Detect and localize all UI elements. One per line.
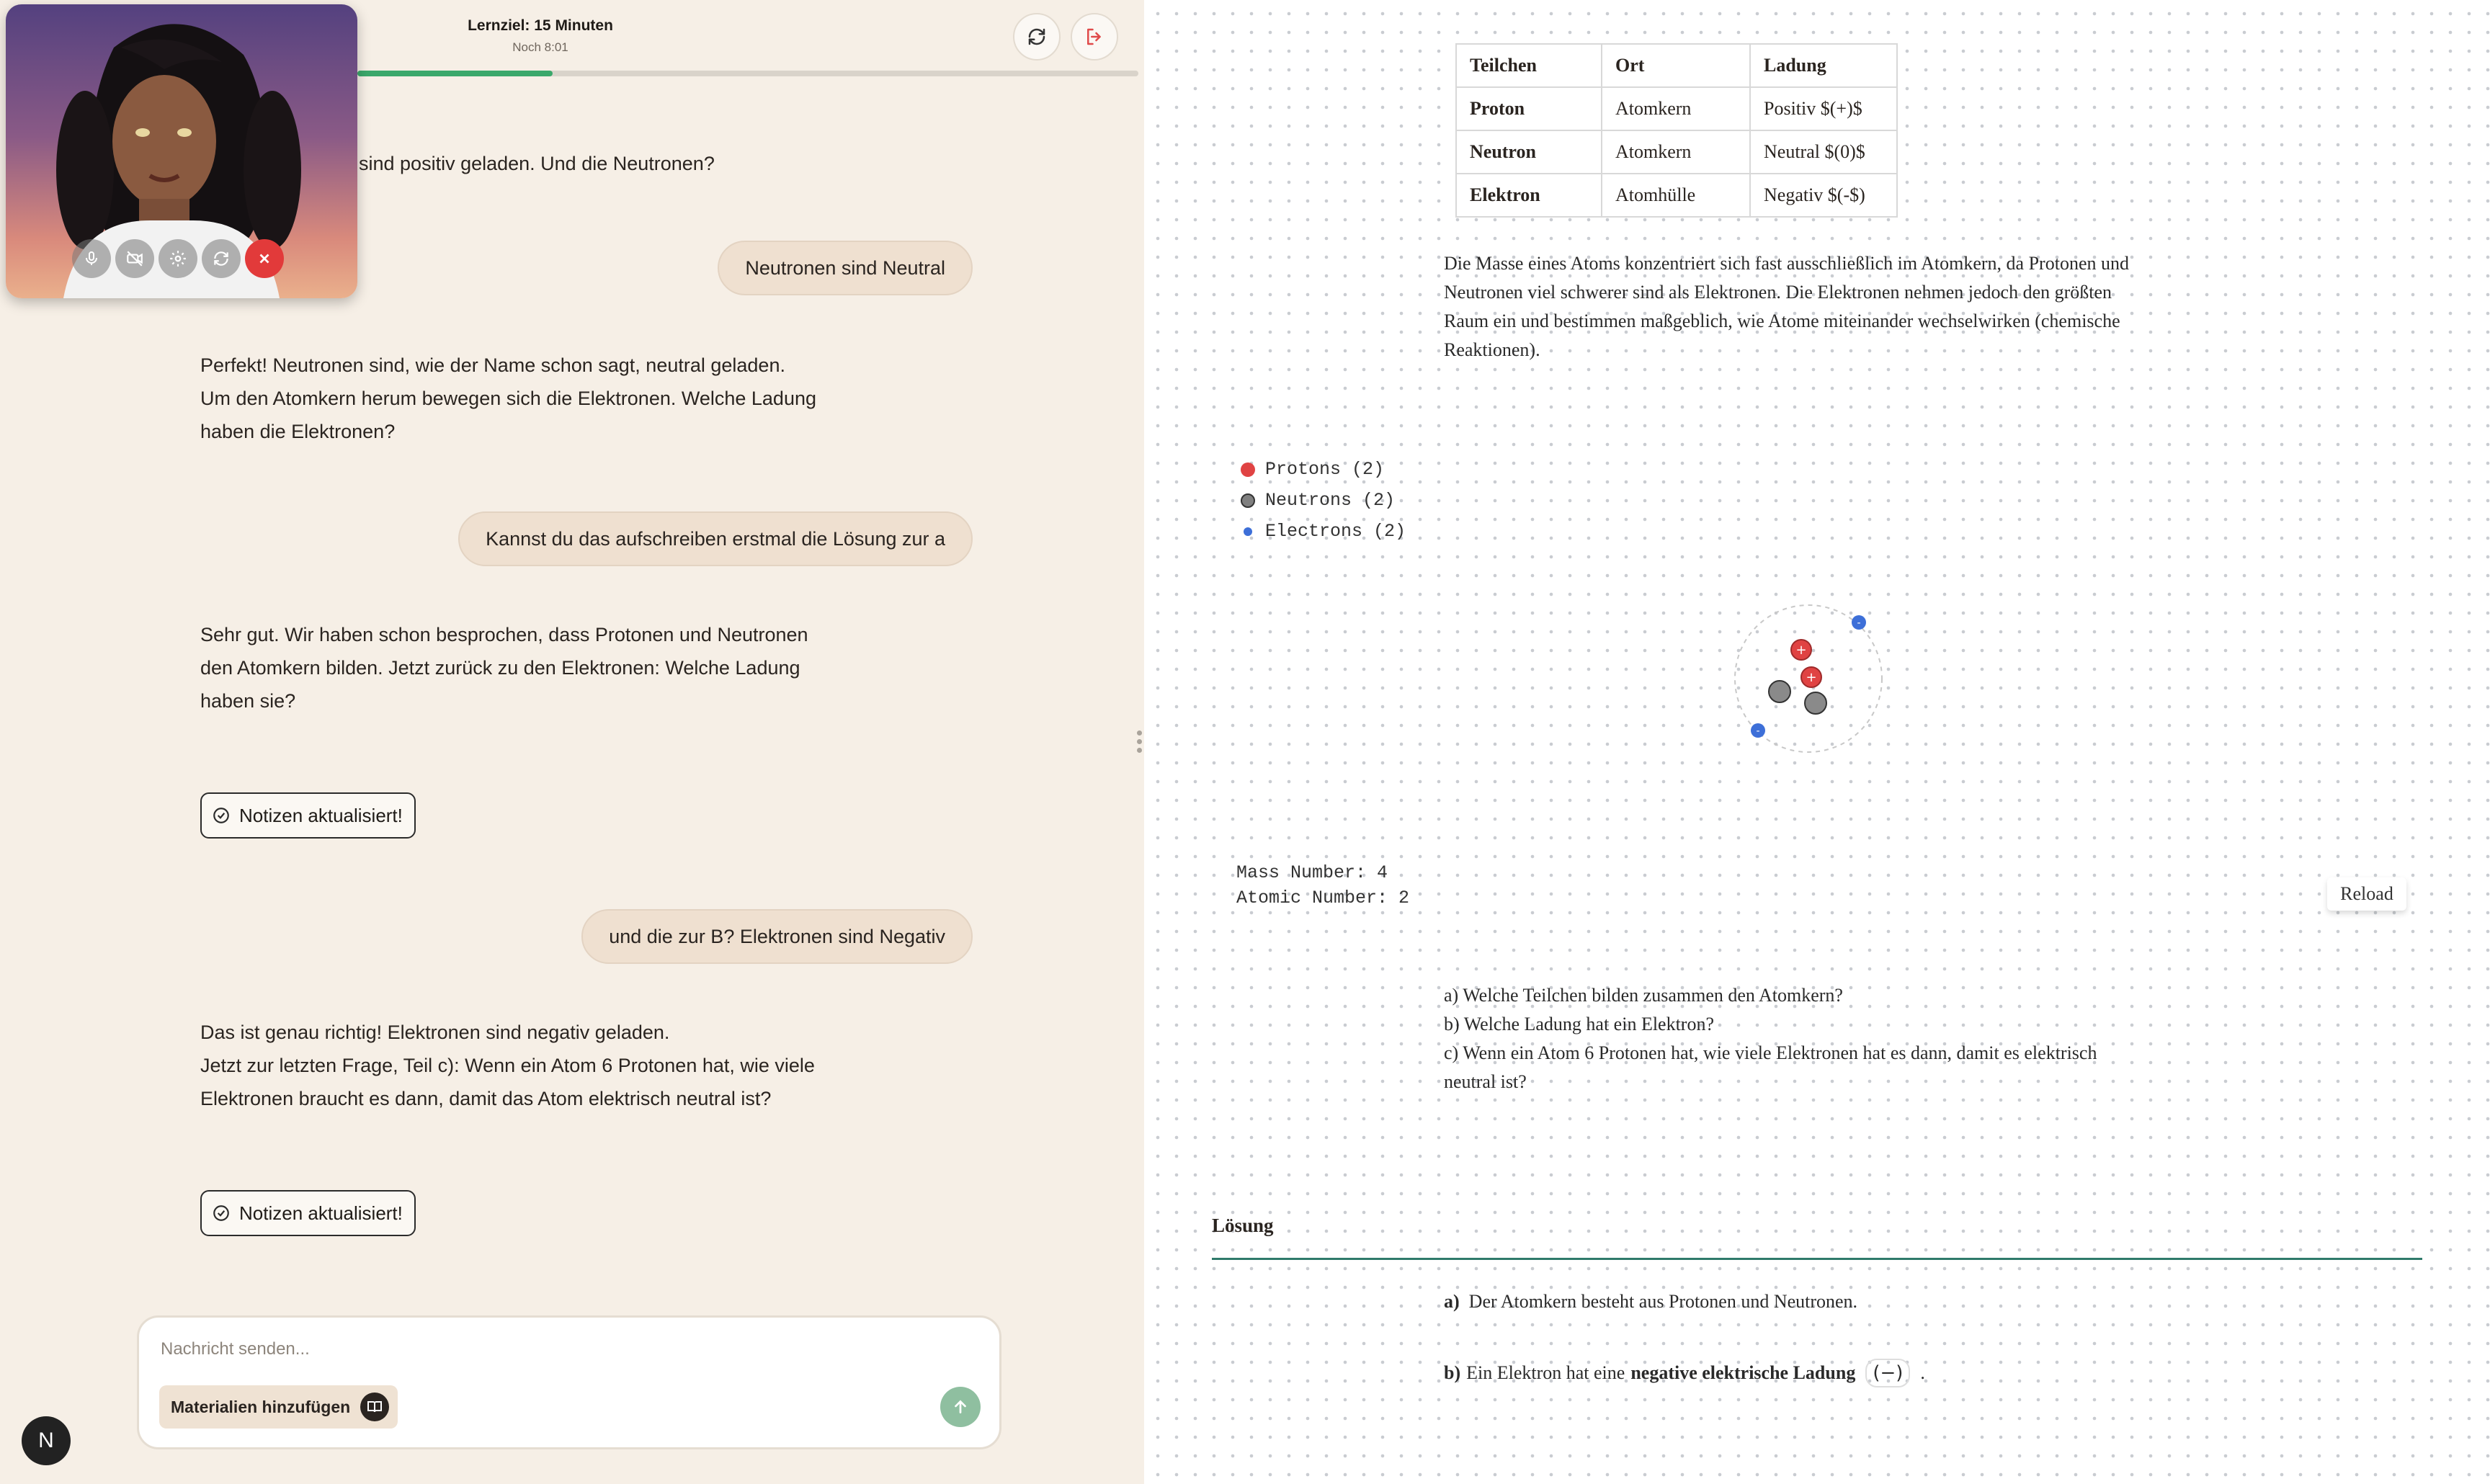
- check-circle-icon: [212, 1204, 231, 1222]
- notes-canvas: [1144, 0, 2490, 1484]
- ai-message-line: Sehr gut. Wir haben schon besprochen, dass Protonen und Neutronen: [200, 624, 808, 645]
- settings-button[interactable]: [159, 239, 197, 278]
- answer-suffix: .: [1920, 1362, 1925, 1383]
- answer-emphasis: negative elektrische Ladung: [1630, 1362, 1856, 1383]
- end-call-button[interactable]: [245, 239, 284, 278]
- explanation-paragraph: [1444, 249, 2179, 365]
- video-controls: [72, 239, 284, 278]
- charge-symbol: (−): [1865, 1359, 1910, 1387]
- atomic-number: Atomic Number: 2: [1236, 888, 1410, 908]
- add-materials-button[interactable]: [159, 1385, 398, 1429]
- legend-label: Neutrons (2): [1265, 490, 1396, 511]
- table-row: [1456, 130, 1897, 174]
- question-line: c) Wenn ein Atom 6 Protonen hat, wie viele Elektronen hat es dann, damit es elektrisch: [1444, 1042, 2097, 1063]
- mic-button[interactable]: [72, 239, 111, 278]
- question-line: a) Welche Teilchen bilden zusammen den Atomkern?: [1444, 985, 1843, 1006]
- table-header-row: [1456, 44, 1897, 87]
- table-row: [1456, 174, 1897, 217]
- table-cell: Positiv $(+)$: [1750, 87, 1897, 130]
- table-header: Teilchen: [1456, 44, 1602, 87]
- question-line: neutral ist?: [1444, 1071, 1527, 1092]
- particles-table: [1455, 43, 1898, 218]
- close-icon: [256, 251, 272, 267]
- ai-message-partial: sind positiv geladen. Und die Neutronen?: [359, 153, 715, 174]
- electron-sign: -: [1857, 617, 1861, 629]
- ai-message: [200, 618, 870, 718]
- goal-title: Lernziel: 15 Minuten: [468, 17, 613, 34]
- paragraph-line: Neutronen viel schwerer sind als Elektronen. Die Elektronen nehmen jedoch den größten: [1444, 282, 2112, 303]
- table-header: Ladung: [1750, 44, 1897, 87]
- paragraph-line: Reaktionen).: [1444, 339, 1540, 360]
- mic-icon: [83, 250, 100, 267]
- table-cell: Atomkern: [1602, 87, 1750, 130]
- ai-message: [200, 349, 870, 448]
- legend-label: Electrons (2): [1265, 521, 1406, 542]
- ai-message-line: haben sie?: [200, 690, 296, 712]
- user-message: Kannst du das aufschreiben erstmal die Lösung zur a: [458, 511, 973, 566]
- table-cell: Atomhülle: [1602, 174, 1750, 217]
- answer-label: a): [1444, 1291, 1460, 1312]
- electron-sign: -: [1756, 725, 1760, 737]
- proton-dot-icon: [1241, 462, 1255, 477]
- ai-message-line: Perfekt! Neutronen sind, wie der Name schon sagt, neutral geladen.: [200, 354, 785, 376]
- notes-updated-badge[interactable]: [200, 792, 416, 839]
- user-message: und die zur B? Elektronen sind Negativ: [581, 909, 973, 964]
- table-cell: Neutron: [1456, 130, 1602, 174]
- neutron: [1805, 692, 1826, 714]
- refresh-icon: [1026, 26, 1048, 48]
- message-input[interactable]: Nachricht senden...: [161, 1339, 310, 1359]
- question-line: b) Welche Ladung hat ein Elektron?: [1444, 1014, 1715, 1034]
- atom-legend: [1241, 454, 1406, 547]
- table-row: [1456, 87, 1897, 130]
- ai-message-line: den Atomkern bilden. Jetzt zurück zu den Elektronen: Welche Ladung: [200, 657, 800, 679]
- solution-divider: [1212, 1258, 2422, 1260]
- ai-message-line: Jetzt zur letzten Frage, Teil c): Wenn ein Atom 6 Protonen hat, wie viele: [200, 1055, 815, 1076]
- exercise-questions: [1444, 981, 2179, 1096]
- progress-fill: [357, 71, 553, 76]
- camera-off-button[interactable]: [115, 239, 154, 278]
- logout-icon: [1084, 26, 1105, 48]
- check-circle-icon: [212, 806, 231, 825]
- electron-dot-icon: [1244, 527, 1252, 536]
- paragraph-line: Die Masse eines Atoms konzentriert sich fast ausschließlich im Atomkern, da Protonen und: [1444, 253, 2129, 274]
- solution-heading: Lösung: [1212, 1215, 1274, 1236]
- ai-message-line: Das ist genau richtig! Elektronen sind negativ geladen.: [200, 1022, 670, 1043]
- video-tile: [6, 4, 357, 298]
- arrow-up-icon: [951, 1398, 970, 1416]
- table-cell: Negativ $(-$): [1750, 174, 1897, 217]
- exit-button[interactable]: [1071, 13, 1118, 61]
- notes-updated-label: Notizen aktualisiert!: [239, 1202, 403, 1224]
- time-remaining: Noch 8:01: [512, 40, 568, 54]
- message-composer: [137, 1315, 1001, 1449]
- table-cell: Neutral $(0)$: [1750, 130, 1897, 174]
- ai-message: [200, 1016, 870, 1115]
- answer-a: [1444, 1291, 1857, 1313]
- legend-item: [1241, 516, 1406, 547]
- user-avatar[interactable]: N: [22, 1416, 71, 1465]
- mass-number: Mass Number: 4: [1236, 862, 1388, 883]
- proton-sign: +: [1806, 670, 1817, 685]
- refresh-button[interactable]: [1013, 13, 1061, 61]
- send-button[interactable]: [940, 1387, 981, 1427]
- table-header: Ort: [1602, 44, 1750, 87]
- chat-panel: [0, 0, 1144, 1484]
- camera-off-icon: [125, 249, 144, 268]
- neutron: [1769, 681, 1790, 702]
- notes-updated-label: Notizen aktualisiert!: [239, 804, 403, 826]
- reload-button[interactable]: Reload: [2327, 877, 2406, 911]
- legend-label: Protons (2): [1265, 459, 1385, 480]
- refresh-icon: [212, 249, 231, 268]
- legend-item: [1241, 485, 1406, 516]
- table-cell: Proton: [1456, 87, 1602, 130]
- answer-text: Der Atomkern besteht aus Protonen und Neutronen.: [1468, 1291, 1858, 1312]
- proton-sign: +: [1795, 643, 1807, 658]
- answer-text: Ein Elektron hat eine: [1466, 1362, 1625, 1383]
- notes-updated-badge[interactable]: [200, 1190, 416, 1236]
- ai-message-line: Um den Atomkern herum bewegen sich die Elektronen. Welche Ladung: [200, 388, 816, 409]
- ai-message-line: haben die Elektronen?: [200, 421, 396, 442]
- table-cell: Atomkern: [1602, 130, 1750, 174]
- book-icon: [360, 1393, 389, 1421]
- add-materials-label: Materialien hinzufügen: [171, 1397, 351, 1416]
- legend-item: [1241, 454, 1406, 485]
- ai-message-line: Elektronen braucht es dann, damit das Atom elektrisch neutral ist?: [200, 1088, 772, 1109]
- user-message: Neutronen sind Neutral: [718, 241, 973, 295]
- answer-b: [1444, 1359, 1925, 1387]
- paragraph-line: Raum ein und bestimmen maßgeblich, wie Atome miteinander wechselwirken (chemische: [1444, 310, 2120, 331]
- neutron-dot-icon: [1241, 493, 1255, 508]
- switch-button[interactable]: [202, 239, 241, 278]
- progress-bar: [357, 71, 1138, 76]
- atom-info: [1236, 860, 1409, 911]
- table-cell: Elektron: [1456, 174, 1602, 217]
- atom-diagram: [1722, 599, 1909, 772]
- answer-label: b): [1444, 1362, 1461, 1383]
- gear-icon: [169, 249, 187, 268]
